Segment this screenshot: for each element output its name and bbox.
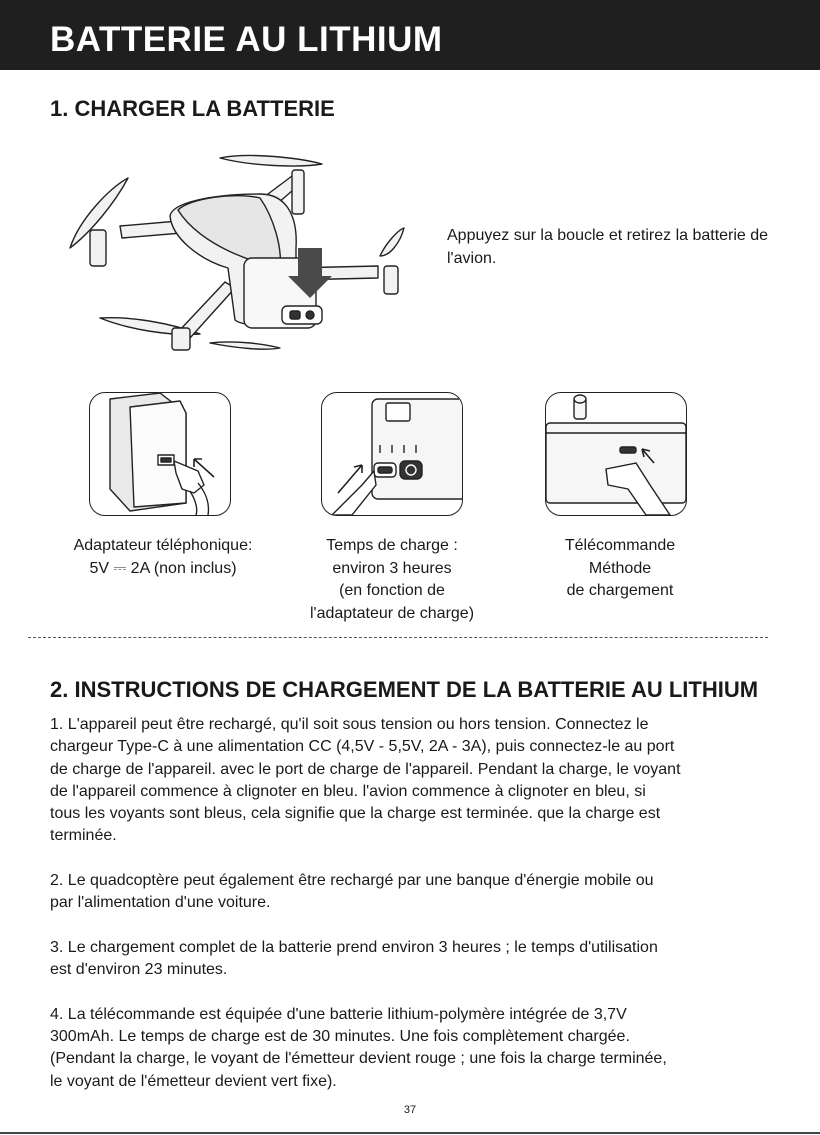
battery-illustration-box xyxy=(321,392,463,516)
battery-port-icon xyxy=(322,393,462,515)
caption-charge-time xyxy=(292,535,492,625)
remote-illustration-box xyxy=(545,392,687,516)
section2-heading: 2. INSTRUCTIONS DE CHARGEMENT DE LA BATTERIE AU LITHIUM xyxy=(50,677,759,702)
section-divider xyxy=(28,637,768,638)
usb-adapter-icon xyxy=(90,393,230,515)
caption-line: (en fonction de xyxy=(339,582,445,599)
caption-line: l'adaptateur de charge) xyxy=(309,604,475,622)
caption-line: Télécommande xyxy=(564,537,676,554)
page-number: 37 xyxy=(403,1104,417,1116)
caption-line: Adaptateur téléphonique: xyxy=(73,537,253,554)
caption-line: Temps de charge : xyxy=(326,537,458,554)
drone-illustration xyxy=(60,148,430,368)
instruction-paragraph: 3. Le chargement complet de la batterie prend environ 3 heures ; le temps d'utilisation est d'environ 23 minutes. xyxy=(50,938,658,979)
instructions-body xyxy=(50,714,790,1115)
instruction-paragraph: 1. L'appareil peut être rechargé, qu'il soit sous tension ou hors tension. Connectez le chargeur Type-C à une alimentation CC (4,5V - 5,5V, 2A - 3A), puis connectez-le au port de charge de l'appareil. avec le port de charge de l'appareil. Pendant la charge, le voyant de l'appareil commence à clignoter en bleu. l'avion commence à clignoter en bleu, si tous les voyants sont bleus, cela signifie que la charge est terminée. que la charge est terminée. xyxy=(50,716,681,845)
caption-line: Méthode xyxy=(588,559,652,577)
caption-adapter xyxy=(52,535,274,580)
caption-line: 5V ⎓ 2A (non inclus) xyxy=(89,559,237,577)
section1-heading: 1. CHARGER LA BATTERIE xyxy=(50,96,335,121)
remote-port-icon xyxy=(546,393,686,515)
page-header xyxy=(0,0,820,70)
instruction-paragraph: 2. Le quadcoptère peut également être rechargé par une banque d'énergie mobile ou par l'alimentation d'une voiture. xyxy=(50,872,654,912)
instruction-paragraph: 4. La télécommande est équipée d'une batterie lithium-polymère intégrée de 3,7V 300mAh. Le temps de charge est de 30 minutes. Une fois complètement chargée. (Pendant la charge, le voyant de l'émetteur devient rouge ; une fois la charge terminée, le voyant de l'émetteur devient vert fixe). xyxy=(50,1005,667,1090)
caption-line: environ 3 heures xyxy=(332,559,452,577)
battery-removal-note: Appuyez sur la boucle et retirez la batterie de l'avion. xyxy=(447,227,769,267)
caption-remote xyxy=(540,535,700,603)
adapter-illustration-box xyxy=(89,392,231,516)
page-title: BATTERIE AU LITHIUM xyxy=(50,20,443,59)
footer-line xyxy=(0,1132,820,1134)
caption-line: de chargement xyxy=(566,582,674,599)
